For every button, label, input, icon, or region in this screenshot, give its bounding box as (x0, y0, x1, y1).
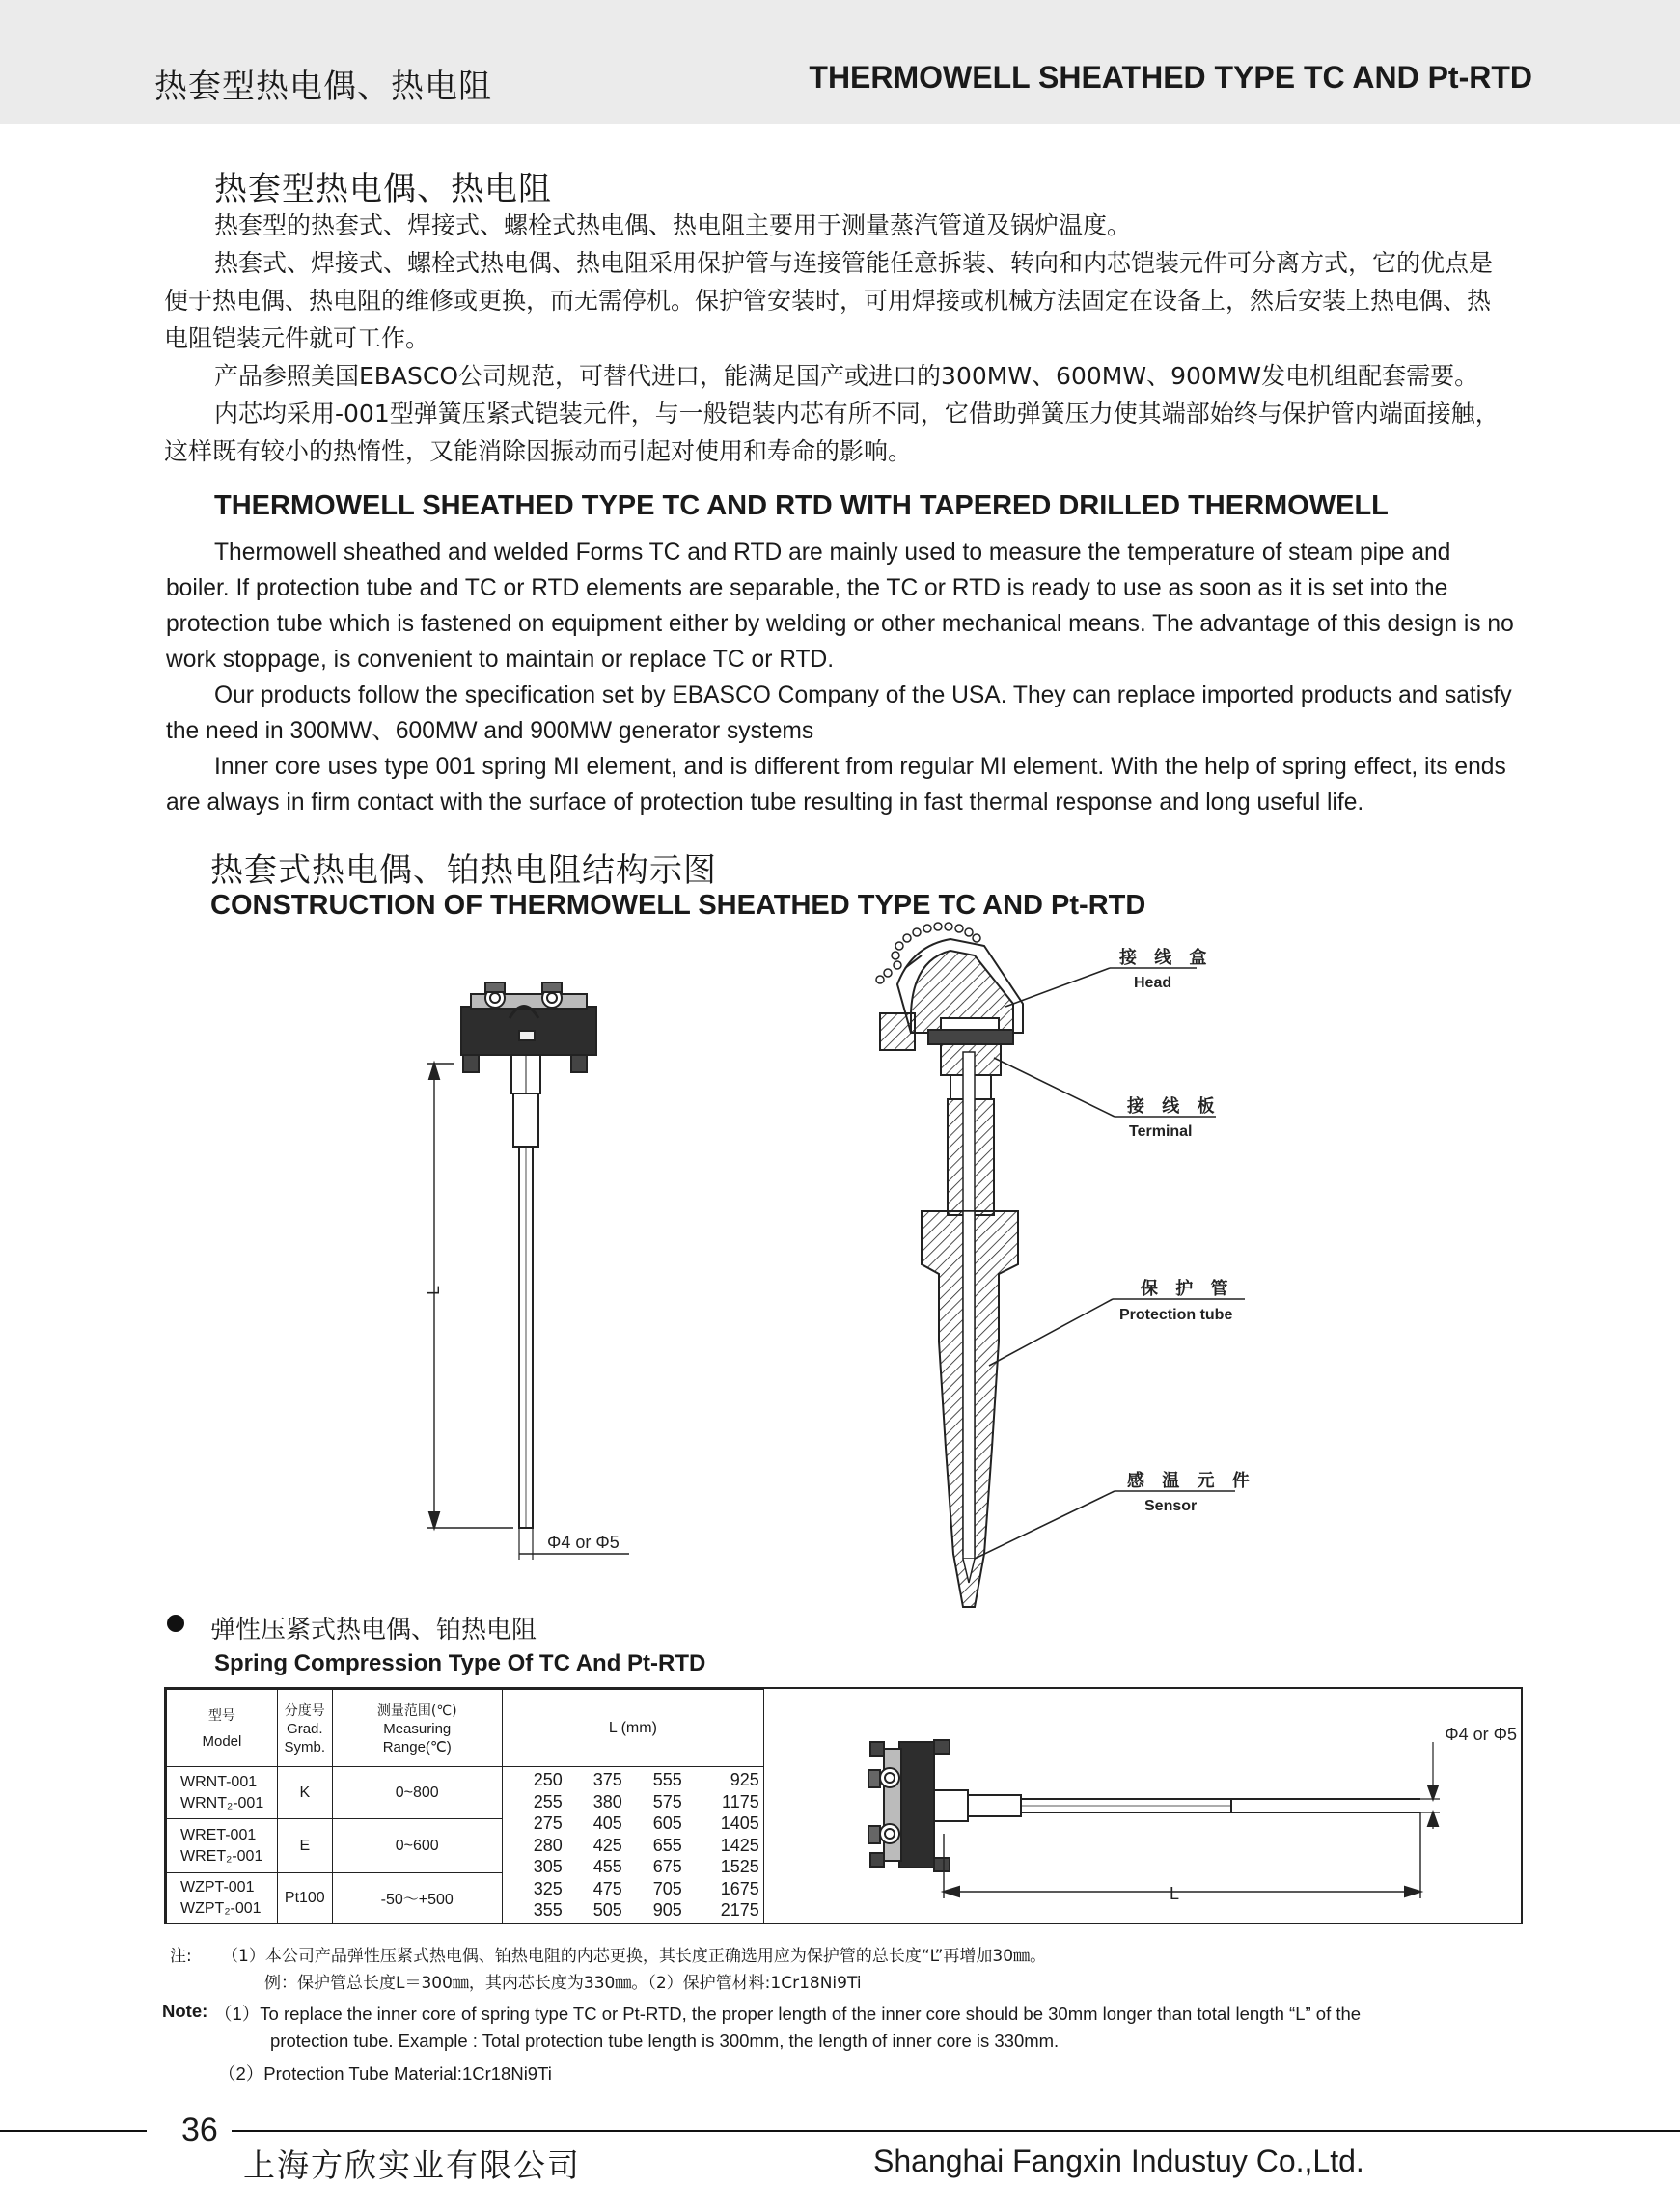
header-model: 型号 Model (167, 1690, 278, 1767)
length-value: 425 (592, 1835, 622, 1855)
intro-cn-paragraph: 热套型的热套式、焊接式、螺栓式热电偶、热电阻主要用于测量蒸汽管道及锅炉温度。 (214, 211, 1132, 239)
length-value: 405 (592, 1813, 622, 1833)
range-cell: -50～+500 (332, 1873, 502, 1923)
length-value: 705 (652, 1878, 682, 1898)
note-en-2: protection tube. Example : Total protection tube length is 300mm, the length of inner core is 330mm. (270, 2031, 1060, 2051)
grad-cell: K (277, 1767, 332, 1819)
note-cn-1: （1）本公司产品弹性压紧式热电偶、铂热电阻的内芯更换，其长度正确选用应为保护管的总长度“L”再增加30㎜。 (222, 1947, 1047, 1966)
note-label-cn: 注: (170, 1947, 192, 1966)
length-value: 1525 (720, 1857, 759, 1876)
intro-en-paragraph: Inner core uses type 001 spring MI element, and is different from regular MI element. With the help of spring effect, its ends are always in firm contact with the surface of protection tube resulting in fast thermal response and long useful life. (166, 754, 1506, 816)
spring-title-en: Spring Compression Type Of TC And Pt-RTD (214, 1650, 706, 1676)
spring-title-cn: 弹性压紧式热电偶、铂热电阻 (210, 1616, 537, 1645)
drawing-diameter-label: Φ4 or Φ5 (1445, 1725, 1517, 1744)
length-value: 1405 (720, 1813, 759, 1833)
label-sensor-cn: 感 温 元 件 (1127, 1471, 1255, 1491)
model-cell: WRET-001 WRET₂-001 (167, 1819, 278, 1873)
dim-l-label: L (424, 1285, 443, 1295)
intro-cn-heading: 热套型热电偶、热电阻 (214, 170, 552, 208)
header-title-en: THERMOWELL SHEATHED TYPE TC AND Pt-RTD (809, 60, 1532, 95)
dim-diameter-label: Φ4 or Φ5 (547, 1533, 620, 1552)
length-value: 250 (533, 1770, 563, 1789)
length-row (503, 1878, 763, 1900)
page-number: 36 (181, 2112, 218, 2148)
spec-panel (164, 1687, 1523, 1924)
intro-en-paragraph: Our products follow the specification set by EBASCO Company of the USA. They can replace imported products and satisfy the need in 300MW、600MW and 900MW generator systems (166, 682, 1512, 744)
length-value: 655 (652, 1835, 682, 1855)
intro-en-heading: THERMOWELL SHEATHED TYPE TC AND RTD WITH TAPERED DRILLED THERMOWELL (214, 490, 1389, 521)
construction-heading-cn: 热套式热电偶、铂热电阻结构示图 (210, 851, 717, 890)
company-name-en: Shanghai Fangxin Industuy Co.,Ltd. (873, 2144, 1364, 2178)
length-value: 1425 (720, 1835, 759, 1855)
model-cell: WZPT-001 WZPT₂-001 (167, 1873, 278, 1923)
note-label-en: Note: (162, 2001, 208, 2021)
length-value: 375 (592, 1770, 622, 1789)
label-head-en: Head (1134, 975, 1172, 991)
label-head-cn: 接 线 盒 (1119, 948, 1213, 968)
intro-cn-paragraph: 热套式、焊接式、螺栓式热电偶、热电阻采用保护管与连接管能任意拆装、转向和内芯铠装元件可分离方式，它的优点是便于热电偶、热电阻的维修或更换，而无需停机。保护管安装时，可用焊接或机械方法固定在设备上，然后安装上热电偶、热电阻铠装元件就可工作。 (164, 249, 1494, 352)
length-value: 275 (533, 1813, 563, 1833)
length-value: 380 (592, 1791, 622, 1812)
length-row (503, 1769, 763, 1791)
length-row (503, 1835, 763, 1857)
length-value: 1675 (720, 1878, 759, 1898)
grad-cell: Pt100 (277, 1873, 332, 1923)
model-cell: WRNT-001 WRNT₂-001 (167, 1767, 278, 1819)
length-value: 475 (592, 1878, 622, 1898)
drawing-l-label: L (1170, 1884, 1180, 1903)
label-protection-tube-cn: 保 护 管 (1141, 1279, 1234, 1299)
header-length: L (mm) (502, 1690, 763, 1767)
length-value: 325 (533, 1878, 563, 1898)
label-terminal-cn: 接 线 板 (1127, 1096, 1221, 1117)
spec-table (166, 1689, 764, 1923)
header-range: 测量范围(℃) Measuring Range(℃) (332, 1690, 502, 1767)
note-en-3: （2）Protection Tube Material:1Cr18Ni9Ti (218, 2063, 552, 2084)
header-grad: 分度号 Grad. Symb. (277, 1690, 332, 1767)
length-value: 925 (730, 1770, 759, 1789)
length-value: 555 (652, 1770, 682, 1789)
bullet-icon (167, 1615, 184, 1632)
spring-element-drawing (764, 1689, 1523, 1923)
header-title-cn: 热套型热电偶、热电阻 (154, 68, 492, 106)
length-value: 1175 (722, 1791, 759, 1812)
range-cell: 0~600 (332, 1819, 502, 1873)
length-value: 675 (652, 1857, 682, 1876)
thermowell-assembly-drawing (876, 923, 1023, 1607)
length-row (503, 1856, 763, 1878)
length-value: 455 (592, 1857, 622, 1876)
length-value: 605 (652, 1813, 682, 1833)
length-values (503, 1769, 763, 1922)
length-row (503, 1791, 763, 1813)
note-cn-2: 例：保护管总长度L＝300㎜，其内芯长度为330㎜。（2）保护管材料:1Cr18Ni9Ti (264, 1974, 862, 1993)
length-row (503, 1812, 763, 1835)
construction-heading-en: CONSTRUCTION OF THERMOWELL SHEATHED TYPE TC AND Pt-RTD (210, 890, 1146, 921)
length-value: 575 (652, 1791, 682, 1812)
footer-rule-left (0, 2130, 147, 2132)
length-value: 2175 (720, 1900, 759, 1920)
footer-rule-right (232, 2130, 1680, 2132)
company-name-cn: 上海方欣实业有限公司 (243, 2146, 581, 2184)
label-protection-tube-en: Protection tube (1119, 1307, 1233, 1323)
length-value: 280 (533, 1835, 563, 1855)
length-value: 355 (533, 1900, 563, 1920)
note-en-1: （1）To replace the inner core of spring type TC or Pt-RTD, the proper length of the inner core should be 30mm longer than total length “L” of the (214, 2004, 1362, 2024)
length-cell (502, 1767, 763, 1923)
label-terminal-en: Terminal (1129, 1123, 1193, 1140)
label-sensor-en: Sensor (1144, 1498, 1198, 1514)
length-value: 505 (592, 1900, 622, 1920)
intro-cn-paragraph: 产品参照美国EBASCO公司规范，可替代进口，能满足国产或进口的300MW、600MW、900MW发电机组配套需要。 (214, 362, 1479, 390)
intro-en-paragraph: Thermowell sheathed and welded Forms TC and RTD are mainly used to measure the temperature of steam pipe and boiler. If protection tube and TC or RTD elements are separable, the TC or RTD is ready to use as soon as it is set into the protection tube which is fastened on equipment either by welding or other mechanical means. The advantage of this design is no work stoppage, is convenient to maintain or replace TC or RTD. (166, 540, 1514, 673)
grad-cell: E (277, 1819, 332, 1873)
intro-cn-paragraph: 内芯均采用-001型弹簧压紧式铠装元件，与一般铠装内芯有所不同，它借助弹簧压力使其端部始终与保护管内端面接触，这样既有较小的热惰性，又能消除因振动而引起对使用和寿命的影响。 (164, 400, 1500, 465)
range-cell: 0~800 (332, 1767, 502, 1819)
inner-core-drawing (427, 982, 629, 1560)
length-value: 305 (533, 1857, 563, 1876)
length-row (503, 1899, 763, 1922)
length-value: 905 (652, 1900, 682, 1920)
length-value: 255 (533, 1791, 563, 1812)
